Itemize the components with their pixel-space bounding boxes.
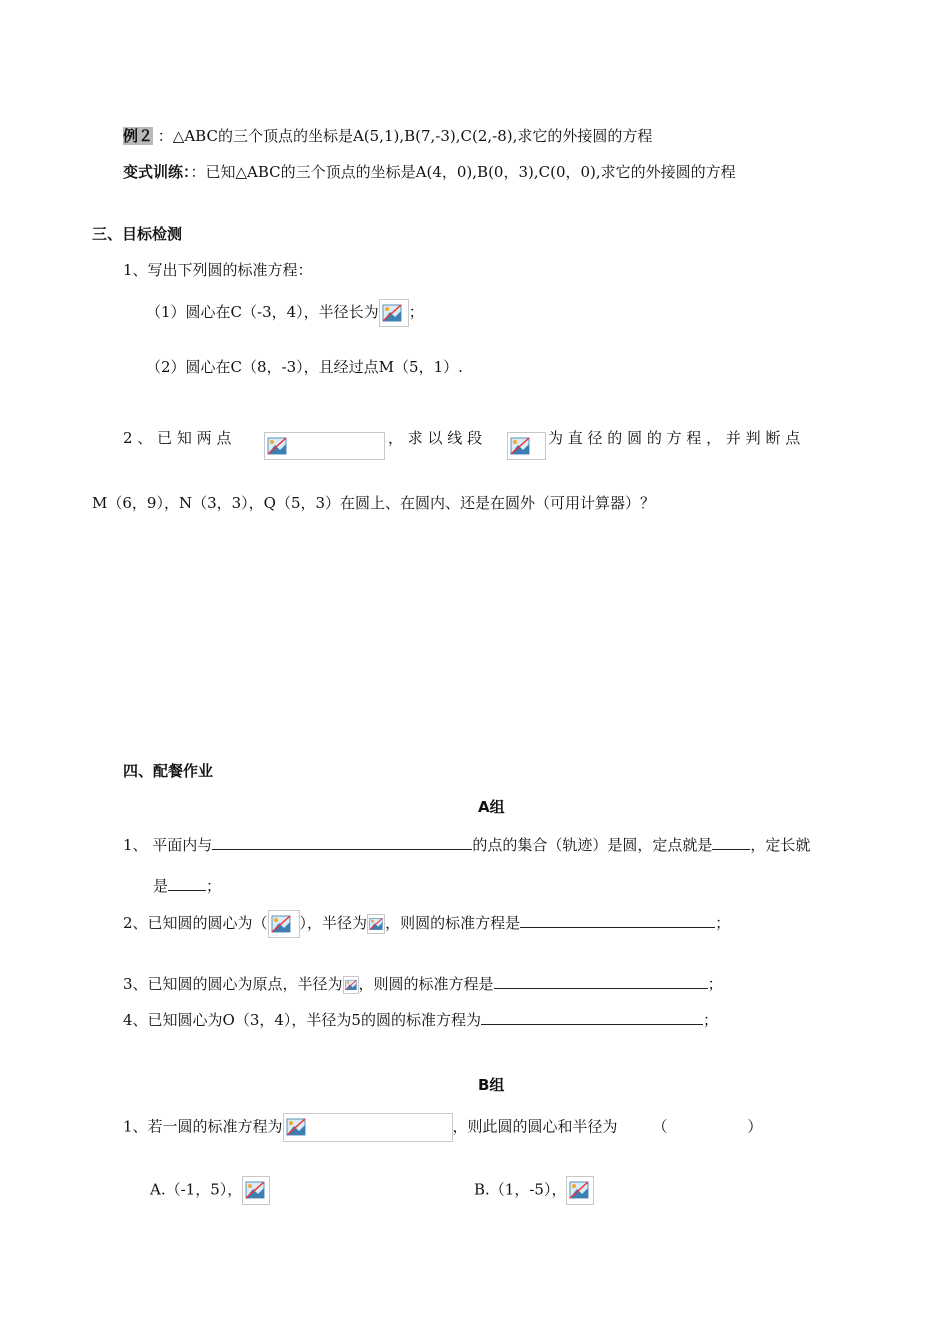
- variant-label: 变式训练：: [123, 163, 191, 181]
- variant-line: [123, 162, 736, 182]
- answer-paren-close: ）: [747, 1117, 763, 1136]
- groupB-q1: [123, 1113, 762, 1142]
- groupB-optB: [474, 1176, 594, 1205]
- groupA-q1-line1: [123, 833, 810, 855]
- groupA-q1-text-e: ；: [206, 877, 222, 895]
- groupB-optA-text: A.（-1，5），: [150, 1180, 243, 1199]
- groupB-optB-text: B.（1，-5），: [474, 1180, 567, 1199]
- groupB-title: B组: [478, 1076, 505, 1094]
- groupA-q3-text-c: ；: [707, 975, 723, 993]
- groupA-q1-text-a: 1、 平面内与: [123, 836, 213, 854]
- section4-heading: 四、配餐作业: [123, 762, 214, 780]
- q1-part1-end: ；: [408, 303, 424, 321]
- groupA-q2-text-b: ），半径为: [299, 914, 368, 932]
- groupA-q2: [123, 910, 730, 938]
- image-placeholder-icon: [343, 976, 359, 994]
- image-placeholder-icon: [566, 1176, 594, 1205]
- answer-paren-open: （: [652, 1117, 668, 1136]
- groupA-q4: [123, 1008, 718, 1030]
- q2-line2: M（6，9），N（3，3），Q（5，3）在圆上、在圆内、还是在圆外（可用计算器）？: [92, 494, 656, 512]
- groupA-q1-text-d: 是: [153, 877, 169, 895]
- variant-text: ：已知△ABC的三个顶点的坐标是A(4，0),B(0，3),C(0，0),求它的外接圆的方程: [190, 163, 736, 181]
- q1-part2: （2）圆心在C（8，-3），且经过点M（5，1）.: [146, 358, 463, 376]
- answer-blank[interactable]: [494, 972, 708, 989]
- image-placeholder-icon: [264, 432, 385, 460]
- image-placeholder-icon: [242, 1176, 270, 1205]
- groupA-q1-text-c: ，定长就: [750, 836, 811, 854]
- q2-line1-a: 2 、 已 知 两 点: [123, 429, 232, 447]
- q1-stem: 1、写出下列圆的标准方程：: [123, 261, 313, 279]
- image-placeholder-icon: [379, 299, 409, 327]
- q1-part1: [146, 299, 424, 327]
- answer-blank[interactable]: [168, 874, 206, 891]
- answer-blank[interactable]: [712, 833, 750, 850]
- groupA-q2-text-c: ，则圆的标准方程是: [385, 914, 521, 932]
- groupA-q1-line2: [153, 874, 221, 896]
- example2-text: ：△ABC的三个顶点的坐标是A(5,1),B(7,-3),C(2,-8),求它的外接圆的方程: [157, 127, 653, 145]
- image-placeholder-icon: [268, 910, 300, 938]
- image-placeholder-icon: [367, 914, 385, 934]
- groupA-q3: [123, 972, 723, 994]
- q1-part1-text: （1）圆心在C（-3，4），半径长为: [146, 303, 379, 321]
- groupA-q2-text-d: ；: [715, 914, 731, 932]
- section3-heading: 三、目标检测: [92, 225, 183, 243]
- example2-line: [123, 126, 652, 146]
- q2-image1: [264, 432, 385, 460]
- q2-line1-c: 为 直 径 的 圆 的 方 程 ， 并 判 断 点: [548, 429, 801, 447]
- answer-blank[interactable]: [212, 833, 472, 850]
- groupA-q1-text-b: 的点的集合（轨迹）是圆，定点就是: [472, 836, 713, 854]
- q2-line1-b: ， 求 以 线 段: [388, 429, 483, 447]
- groupA-q3-text-a: 3、已知圆的圆心为原点，半径为: [123, 975, 343, 993]
- groupB-q1-text-b: ，则此圆的圆心和半径为: [452, 1117, 618, 1136]
- groupA-title: A组: [478, 798, 505, 816]
- example2-label: 例２: [123, 127, 154, 145]
- q2-image2: [507, 432, 546, 460]
- answer-blank[interactable]: [481, 1008, 703, 1025]
- groupA-q4-text-a: 4、已知圆心为O（3，4），半径为5的圆的标准方程为: [123, 1011, 481, 1029]
- image-placeholder-icon: [507, 432, 546, 460]
- answer-blank[interactable]: [520, 911, 715, 928]
- groupA-q2-text-a: 2、已知圆的圆心为（: [123, 914, 268, 932]
- groupB-optA: [150, 1176, 270, 1205]
- groupB-q1-text-a: 1、若一圆的标准方程为: [123, 1117, 283, 1136]
- image-placeholder-icon: [283, 1113, 453, 1142]
- groupA-q3-text-b: ，则圆的标准方程是: [358, 975, 494, 993]
- groupA-q4-text-b: ；: [702, 1011, 718, 1029]
